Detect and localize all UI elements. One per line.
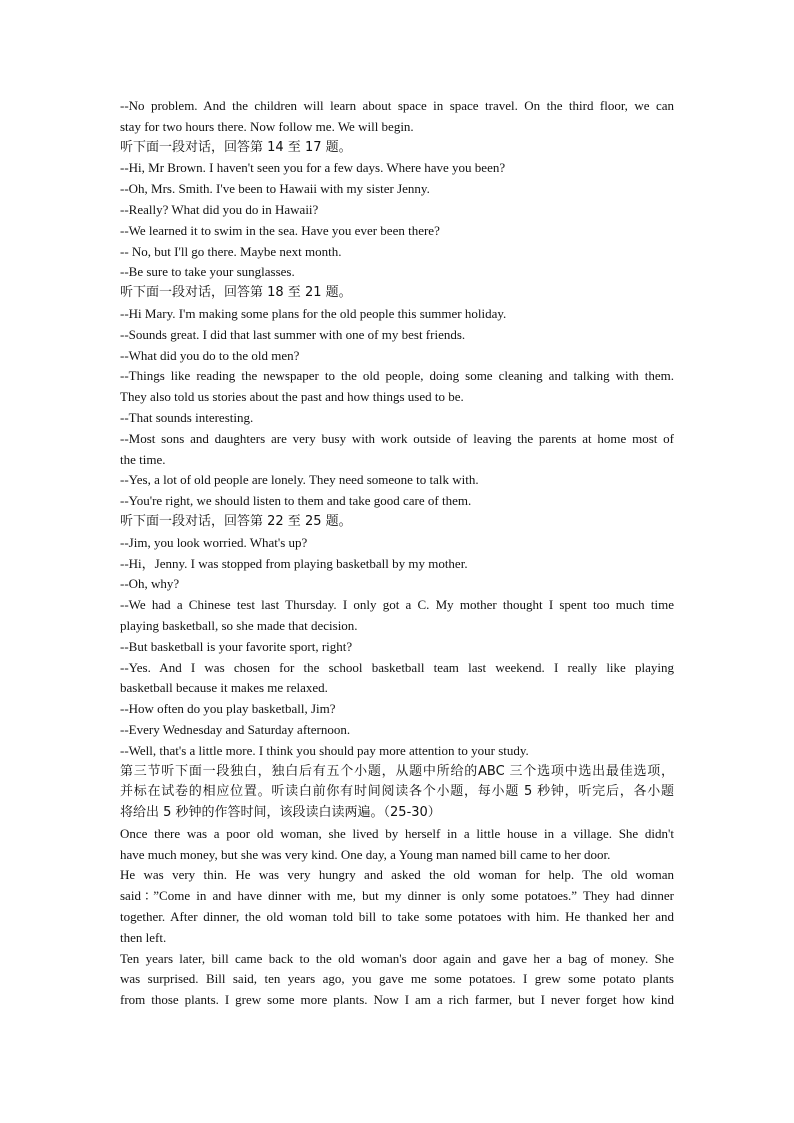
section-heading: 将给出 5 秒钟的作答时间，该段读白读两遍。（25-30） — [120, 805, 441, 821]
text-line: --Well, that's a little more. I think you should pay more attention to your study. — [120, 742, 529, 758]
text-line: He was very thin. He was very hungry and asked the old woman for help. The old woman — [120, 867, 674, 883]
text-line: --Oh, why? — [120, 576, 180, 592]
section-heading: 听下面一段对话，回答第 22 至 25 题。 — [120, 513, 352, 529]
text-line: --That sounds interesting. — [120, 409, 254, 425]
text-line: --Most sons and daughters are very busy with work outside of leaving the parents at home most of — [120, 430, 674, 446]
text-line: --Hi，Jenny. I was stopped from playing basketball by my mother. — [120, 555, 468, 571]
text-line: --Really? What did you do in Hawaii? — [120, 201, 319, 217]
text-line: --Every Wednesday and Saturday afternoon. — [120, 721, 351, 737]
text-line: from those plants. I grew some more plants. Now I am a rich farmer, but I never forget how kind — [120, 992, 674, 1008]
text-line: --We had a Chinese test last Thursday. I only got a C. My mother thought I spent too much time — [120, 597, 674, 613]
section-heading: 听下面一段对话，回答第 18 至 21 题。 — [120, 285, 352, 301]
text-line: Ten years later, bill came back to the old woman's door again and gave her a bag of money. She — [120, 950, 674, 966]
text-line: --Oh, Mrs. Smith. I've been to Hawaii with my sister Jenny. — [120, 181, 430, 197]
section-heading: 第三节听下面一段独白，独白后有五个小题，从题中所给的ABC 三个选项中选出最佳选项， — [120, 763, 674, 779]
text-line: Once there was a poor old woman, she lived by herself in a little house in a village. She didn't — [120, 825, 674, 841]
text-line: --Jim, you look worried. What's up? — [120, 534, 308, 550]
section-heading: 听下面一段对话，回答第 14 至 17 题。 — [120, 139, 352, 155]
text-line: was surprised. Bill said, ten years ago, you gave me some potatoes. I grew some potato plants — [120, 971, 674, 987]
text-line: have much money, but she was very kind. One day, a Young man named bill came to her door. — [120, 846, 611, 862]
text-line: --We learned it to swim in the sea. Have you ever been there? — [120, 222, 440, 238]
text-line: playing basketball, so she made that decision. — [120, 617, 358, 633]
text-line: --How often do you play basketball, Jim? — [120, 701, 336, 717]
text-line: --But basketball is your favorite sport, right? — [120, 638, 353, 654]
text-line: --What did you do to the old men? — [120, 347, 300, 363]
text-line: --Be sure to take your sunglasses. — [120, 264, 295, 280]
text-line: They also told us stories about the past and how things used to be. — [120, 389, 464, 405]
text-line: said：”Come in and have dinner with me, but my dinner is only some potatoes.” They had dinner — [120, 888, 674, 904]
section-heading: 并标在试卷的相应位置。听读白前你有时间阅读各个小题，每小题 5 秒钟，听完后，各小题 — [120, 784, 674, 800]
text-line: --Yes. And I was chosen for the school basketball team last weekend. I really like playing — [120, 659, 674, 675]
text-line: --Yes, a lot of old people are lonely. They need someone to talk with. — [120, 472, 479, 488]
text-line: -- No, but I'll go there. Maybe next month. — [120, 243, 342, 259]
text-line: then left. — [120, 929, 167, 945]
text-line: together. After dinner, the old woman told bill to take some potatoes with him. He thanked her and — [120, 909, 674, 925]
text-line: --You're right, we should listen to them and take good care of them. — [120, 493, 472, 509]
text-line: --Hi Mary. I'm making some plans for the old people this summer holiday. — [120, 305, 507, 321]
text-line: --Hi, Mr Brown. I haven't seen you for a few days. Where have you been? — [120, 160, 506, 176]
text-line: --Things like reading the newspaper to the old people, doing some cleaning and talking with them. — [120, 368, 674, 384]
text-line: --Sounds great. I did that last summer with one of my best friends. — [120, 326, 466, 342]
text-line: --No problem. And the children will learn about space in space travel. On the third floor, we can — [120, 98, 674, 113]
text-line: stay for two hours there. Now follow me. We will begin. — [120, 118, 414, 134]
text-line: the time. — [120, 451, 166, 467]
text-line: basketball because it makes me relaxed. — [120, 680, 328, 696]
